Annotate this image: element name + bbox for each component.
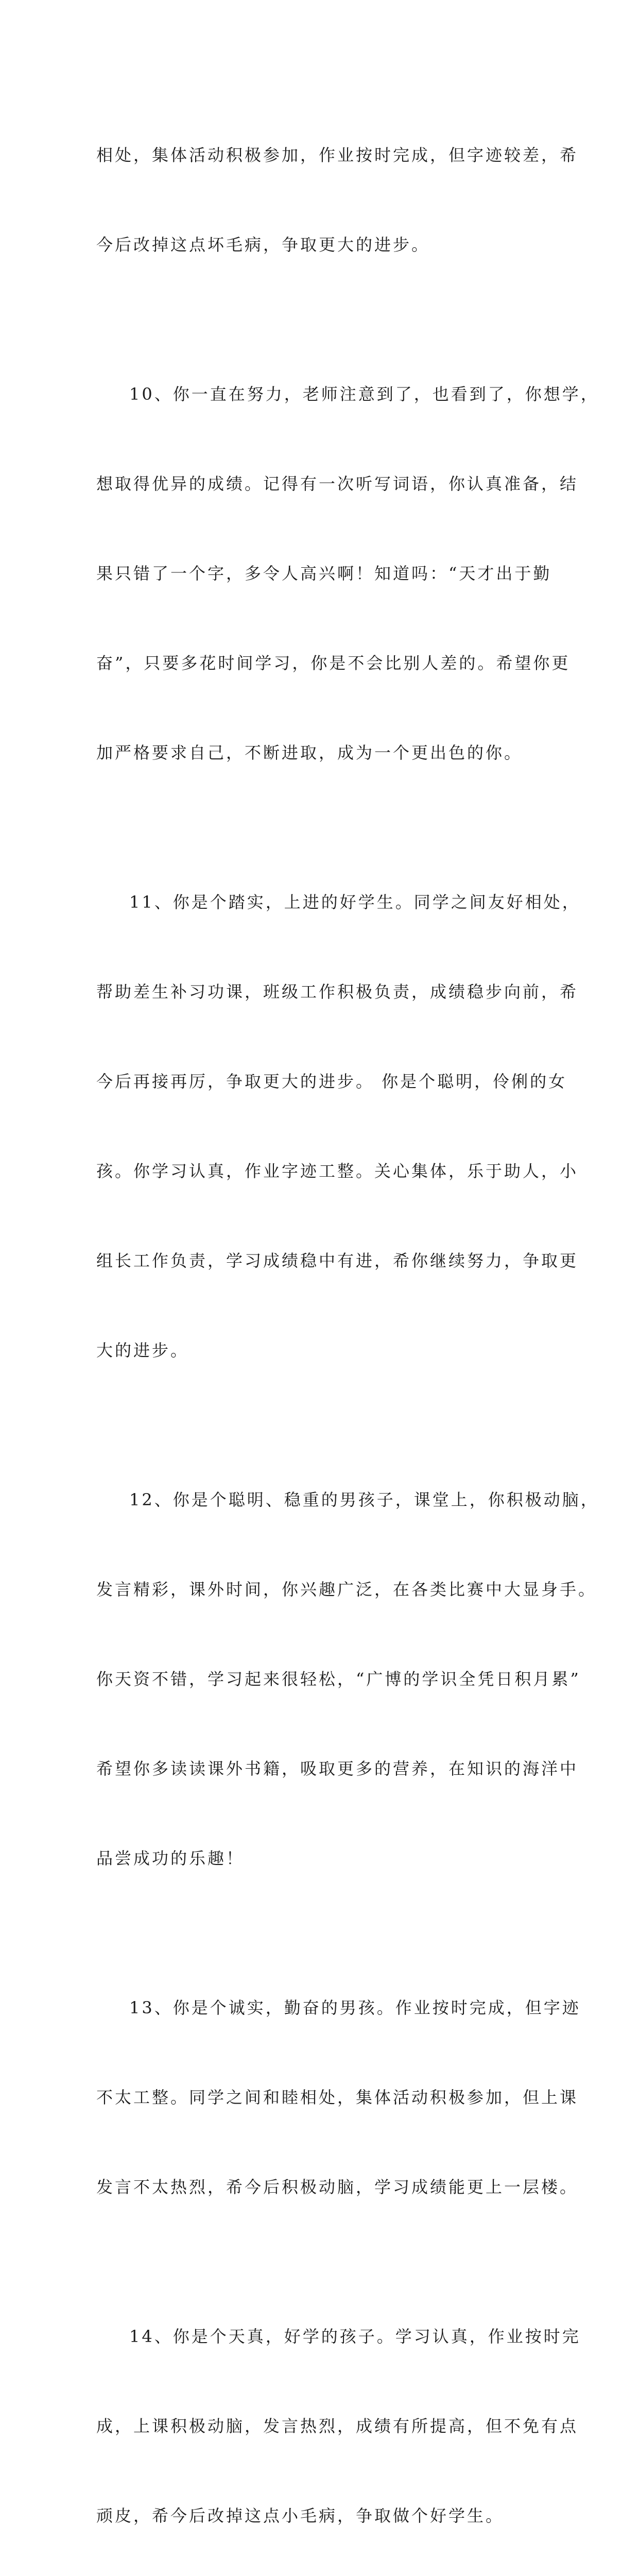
text-line: 11、你是个踏实，上进的好学生。同学之间友好相处，: [129, 892, 581, 912]
document-body: [96, 80, 599, 2576]
text-line: 奋”，只要多花时间学习，你是不会比别人差的。希望你更: [96, 653, 571, 673]
text-line: 今后再接再厉，争取更大的进步。 你是个聪明，伶俐的女: [96, 1072, 567, 1091]
paragraph-continuation: [96, 80, 579, 319]
text-line: 果只错了一个字，多令人高兴啊！知道吗：“天才出于勤: [96, 564, 552, 583]
text-line: 发言精彩，课外时间，你兴趣广泛，在各类比赛中大显身手。: [96, 1580, 597, 1599]
paragraph-item-14: [96, 2262, 581, 2576]
paragraph-item-11: [96, 827, 581, 1425]
text-line: 顽皮，希今后改掉这点小毛病，争取做个好学生。: [96, 2506, 505, 2526]
text-line: 不太工整。同学之间和睦相处，集体活动积极参加，但上课: [96, 2088, 579, 2107]
text-line: 希望你多读读课外书籍，吸取更多的营养，在知识的海洋中: [96, 1759, 579, 1778]
text-line: 发言不太热烈，希今后积极动脑，学习成绩能更上一层楼。: [96, 2177, 579, 2197]
text-line: 品尝成功的乐趣！: [96, 1849, 245, 1868]
text-line: 帮助差生补习功课，班级工作积极负责，成绩稳步向前，希: [96, 982, 579, 1002]
text-line: 相处，集体活动积极参加，作业按时完成，但字迹较差，希: [96, 145, 579, 165]
text-line: 想取得优异的成绩。记得有一次听写词语，你认真准备，结: [96, 474, 579, 494]
text-line: 组长工作负责，学习成绩稳中有进，希你继续努力，争取更: [96, 1251, 579, 1270]
paragraph-item-13: [96, 1933, 581, 2262]
text-line: 孩。你学习认真，作业字迹工整。关心集体，乐于助人，小: [96, 1161, 579, 1181]
text-line: 大的进步。: [96, 1341, 189, 1360]
text-line: 10、你一直在努力，老师注意到了，也看到了，你想学，: [129, 384, 599, 404]
text-line: 今后改掉这点坏毛病，争取更大的进步。: [96, 235, 430, 255]
text-line: 加严格要求自己，不断进取，成为一个更出色的你。: [96, 743, 523, 762]
text-line: 12、你是个聪明、稳重的男孩子，课堂上，你积极动脑，: [129, 1490, 599, 1510]
paragraph-item-10: [96, 319, 599, 827]
paragraph-item-12: [96, 1425, 599, 1933]
text-line: 14、你是个天真，好学的孩子。学习认真，作业按时完: [129, 2327, 581, 2346]
text-line: 成，上课积极动脑，发言热烈，成绩有所提高，但不免有点: [96, 2416, 579, 2436]
text-line: 13、你是个诚实，勤奋的男孩。作业按时完成，但字迹: [129, 1998, 581, 2018]
text-line: 你天资不错，学习起来很轻松，“广博的学识全凭日积月累”: [96, 1669, 581, 1689]
